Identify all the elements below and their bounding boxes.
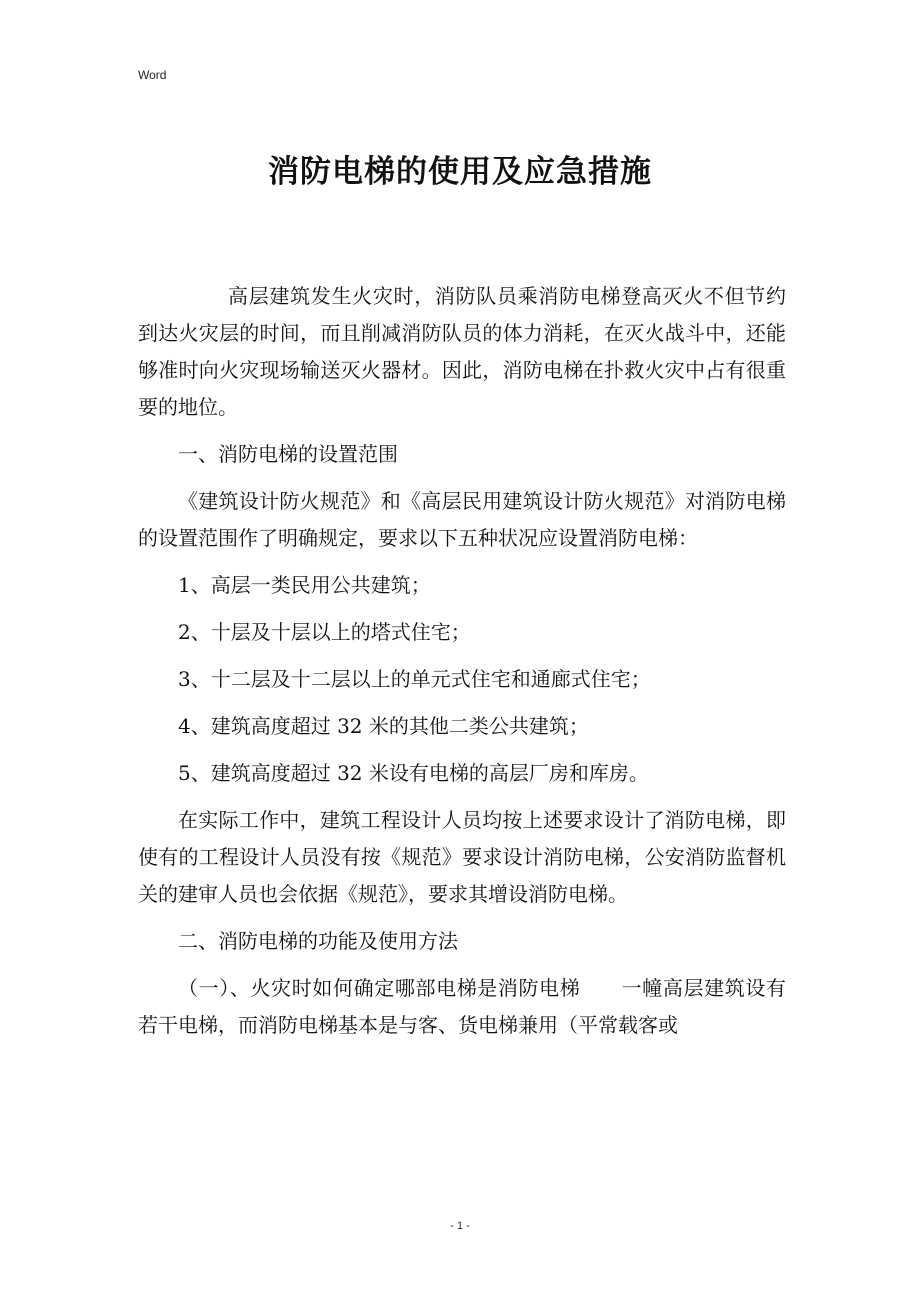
document-body: [138, 278, 786, 1054]
list-item: 2、十层及十层以上的塔式住宅；: [178, 620, 471, 644]
list-item: 3、十二层及十二层以上的单元式住宅和通廊式住宅；: [178, 667, 651, 691]
paragraph-practice: 在实际工作中，建筑工程设计人员均按上述要求设计了消防电梯，即使有的工程设计人员没有按《规范》要求设计消防电梯，公安消防监督机关的建审人员也会依据《规范》，要求其增设消防电梯。: [138, 808, 786, 906]
paragraph-regulations: 《建筑设计防火规范》和《高层民用建筑设计防火规范》对消防电梯的设置范围作了明确规定，要求以下五种状况应设置消防电梯：: [138, 489, 786, 550]
list-item: 4、建筑高度超过 32 米的其他二类公共建筑；: [178, 714, 589, 738]
document-title: 消防电梯的使用及应急措施: [268, 154, 652, 190]
section-heading-2: 二、消防电梯的功能及使用方法: [178, 929, 458, 953]
paragraph-subsection-1: （一）、火灾时如何确定哪部电梯是消防电梯 一幢高层建筑设有若干电梯，而消防电梯基本是与客、货电梯兼用（平常载客或: [138, 976, 786, 1037]
header-label: Word: [138, 68, 167, 82]
paragraph-intro: 高层建筑发生火灾时，消防队员乘消防电梯登高灭火不但节约到达火灾层的时间，而且削减消防队员的体力消耗，在灭火战斗中，还能够准时向火灾现场输送灭火器材。因此，消防电梯在扑救火灾中占有很重要的地位。: [138, 284, 786, 419]
page-number: - 1 -: [450, 1220, 470, 1232]
section-heading-1: 一、消防电梯的设置范围: [178, 442, 398, 466]
list-item: 1、高层一类民用公共建筑；: [178, 573, 431, 597]
list-item: 5、建筑高度超过 32 米设有电梯的高层厂房和库房。: [178, 761, 649, 785]
